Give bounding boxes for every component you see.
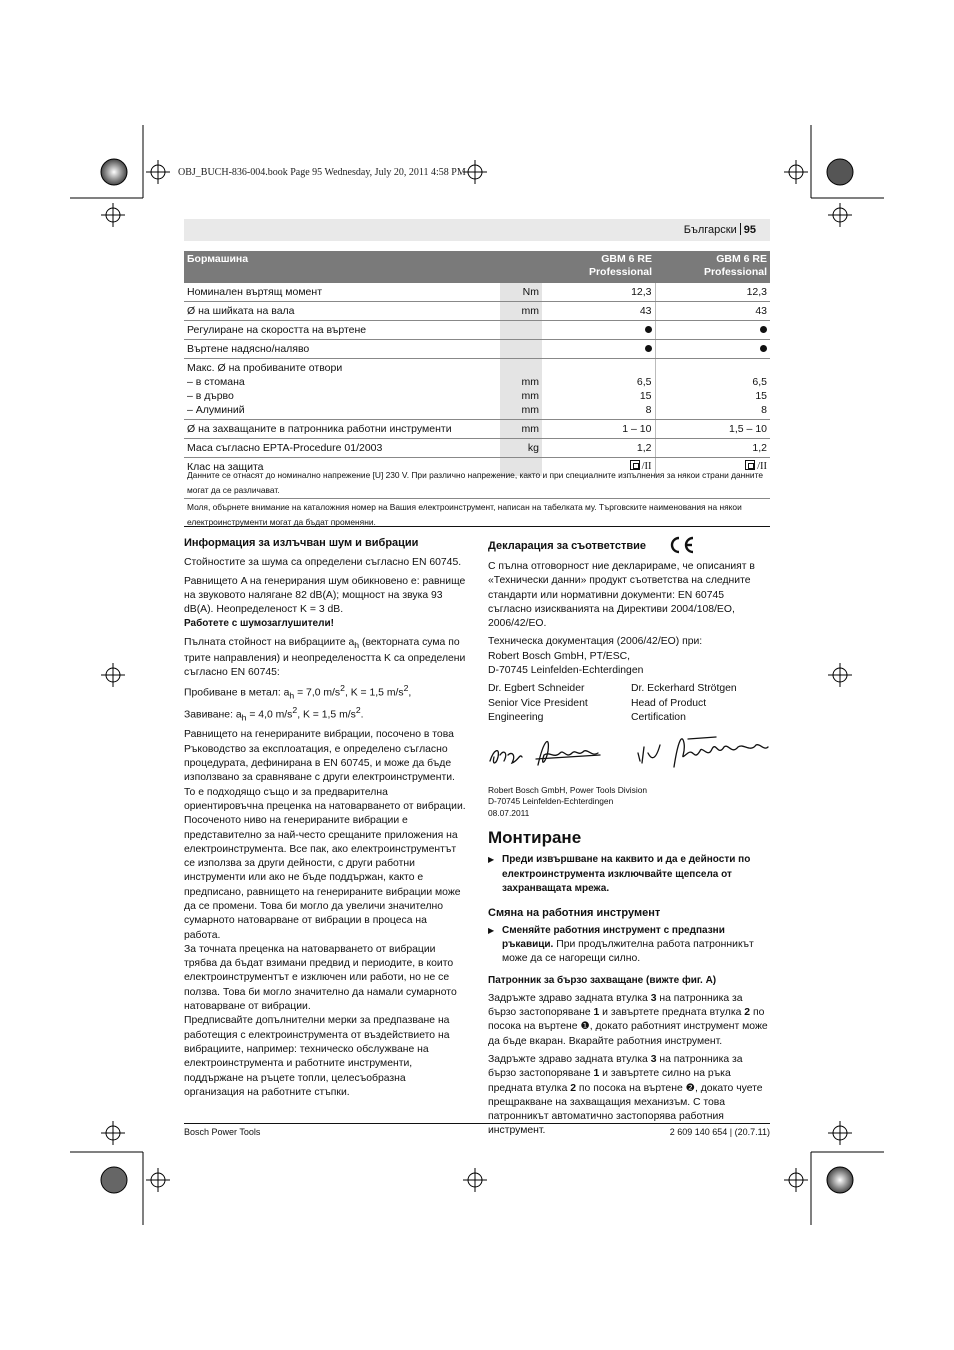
right-column: Декларация за съответствие С пълна отговорност ние декларираме, че описаният в «Технически данни» продукт съответства на следните стандарти или нормативни документи: EN 60745 съгласно изискванията на Директиви 2004/108/EO, 2006/42/EO. Техническа документация (2006/42/EO) при: Robert Bosch GmbH, PT/ESC, D-70745 Leinfelden-Echterdingen Dr. Egbert Schneider Senior Vice President Engineering Dr. Eckerhard Strötgen Head of Product Certification Robert Bosch GmbH, Power Tools Division D-70745 Leinfelden-Echterdingen 08.07.2011 Монтиране ▶ Преди извършване на каквито и да е дейности по електроинструмента изключвайте щепсела от захранващата мрежа. Смяна на работния инструмент ▶ Сменяйте работния инструмент с предпазни ръкавици. При продължителна работа патронникът може да се нагорещи силно. Патронник за бързо захващане (вижте фиг. A) Задръжте здраво задната втулка 3 на патронника за бързо застопоряване 1 и завъртете предната втулка 2 по посока на въртене ❶, докато работният инструмент може да бъде вкаран. Вкарайте работния инструмент. Задръжте здраво задната втулка 3 на патронника за бързо застопоряване 1 и завъртете силно на ръка предната втулка 2 по посока на въртене ❷, докато чуете прещракване на захващащия механизъм. С това патронникът автоматично застопорява работния инструмент. [488, 536, 770, 1143]
spec-model-1: GBM 6 RE Professional [542, 251, 655, 283]
print-info: OBJ_BUCH-836-004.book Page 95 Wednesday, July 20, 2011 4:58 PM [178, 167, 466, 178]
table-row: Регулиране на скоростта на въртене [184, 321, 770, 340]
feature-dot-icon [760, 326, 767, 333]
feature-dot-icon [645, 326, 652, 333]
chuck-step-2: Задръжте здраво задната втулка 3 на патронника за бързо застопоряване 1 и завъртете силно на ръка предната втулка 2 по посока на въртене ❷, докато чуете прещракване на захващащия механизъм. С това патронникът автоматично застопорява работния инструмент. [488, 1053, 763, 1137]
mounting-heading: Монтиране [488, 828, 582, 848]
noise-heading: Информация за излъчван шум и вибрации [184, 537, 419, 549]
mounting-warning: ▶ Преди извършване на каквито и да е дейности по електроинструмента изключвайте щепсела от захранващата мрежа. [488, 853, 770, 896]
table-row: Въртене надясно/наляво [184, 340, 770, 359]
table-row: Клас на защита /II /II [184, 458, 770, 477]
table-row: Ø на захващаните в патронника работни инструменти mm 1 – 10 1,5 – 10 [184, 420, 770, 439]
ce-mark-icon [667, 536, 695, 554]
feature-dot-icon [760, 345, 767, 352]
page-header-label [684, 223, 756, 236]
handwritten-signatures [488, 731, 770, 777]
spec-model-2: GBM 6 RE Professional [655, 251, 770, 283]
chuck-step-1: Задръжте здраво задната втулка 3 на патронника за бързо застопоряване 1 и завъртете предната втулка 2 по посока на въртене ❶, докато работният инструмент може да бъде вкаран. Вкарайте работния инструмент. [488, 992, 768, 1047]
footer-brand: Bosch Power Tools [184, 1127, 261, 1137]
header-language: Български [683, 224, 737, 236]
table-row: Маса съгласно EPTA-Procedure 01/2003 kg 1,2 1,2 [184, 439, 770, 458]
footer-divider [184, 1123, 770, 1124]
table-row: Макс. Ø на пробиваните отвори – в стомана – в дърво – Алуминий mm mm mm 6,5 15 8 6,5 15 8 [184, 359, 770, 420]
feature-dot-icon [645, 345, 652, 352]
chuck-heading: Патронник за бързо захващане (вижте фиг. A) [488, 975, 717, 987]
table-row: Номинален въртящ момент Nm 12,3 12,3 [184, 283, 770, 302]
footer-docnumber: 2 609 140 654 | (20.7.11) [669, 1127, 770, 1137]
table-note-2: Моля, обърнете внимание на каталожния номер на Вашия електроинструмент, написан на табелката му. Търговските наименования на някои електроинструменти могат да бъдат променяни. [187, 502, 742, 527]
header-page-number: 95 [743, 224, 756, 236]
page-header [184, 219, 770, 241]
divider [184, 526, 770, 527]
table-note-1: Данните се отнасят до номинално напрежение [U] 230 V. При различно напрежение, както и при специалните изпълнения за някои страни данните могат да се различават. [184, 468, 770, 499]
signatories: Dr. Egbert Schneider Senior Vice President Engineering Dr. Eckerhard Strötgen Head of Product Certification [488, 683, 737, 723]
table-notes [184, 468, 770, 529]
spec-table-header [184, 251, 770, 283]
left-column: Информация за излъчван шум и вибрации Стойностите за шума са определени съгласно EN 60745. Равнището A на генерирания шум обикновено е: равнище на звуковото налягане 82 dB(A); мощност на звука 93 dB(A). Неопределеност K = 3 dB. Работете с шумозаглушители! Пълната стойност на вибрациите $a_h$ (векторната сума по трите направления) и неопределеността K са определени съгласно EN 60745: Пробиване в метал: $a_h = 7,0$ $m/s^2$, K = 1,5 $m/s^2$, Завиване: $a_h = 4,0$ $m/s^2$, K = 1,5 $m/s^2$. Равнището на генерираните вибрации, посочено в това Ръководство за експлоатация, е определено съгласно процедурата, дефинирана в EN 60745, и може да бъде използвано за сравняване с други електроинструменти. То е подходящо също и за предварителна ориентировъчна преценка на натоварването от вибрации. Посоченото ниво на генерираните вибрации е представително за най-често срещаните приложения на електроинструмента. Все пак, ако електроинструментът се използва за други дейности, с други работни инструменти или ако не бъде поддържан, както е предписано, равнището на генерираните вибрации може да се промени. Това би могло да увеличи значително сумарното натоварване от вибрации в процеса на работа. За точната преценка на натоварването от вибрации трябва да бъдат взимани предвид и периодите, в които електроинструментът е изключен или работи, но не се ползва. Това би могло значително да намали сумарното натоварване от вибрации. Предписвайте допълнителни мерки за предпазване на работещия с електроинструмента от въздействието на вибрациите, например: техническо обслужване на електроинструмента и работните инструменти, поддържане на ръцете топли, целесъобразна организация на работните стъпки. [184, 537, 466, 1098]
company-block: Robert Bosch GmbH, Power Tools Division D-70745 Leinfelden-Echterdingen 08.07.2011 [488, 784, 648, 818]
spec-title: Бормашина [184, 251, 500, 283]
spec-table [184, 251, 770, 476]
declaration-heading: Декларация за съответствие [488, 536, 770, 554]
table-row: Ø на шийката на вала mm 43 43 [184, 302, 770, 321]
change-tool-heading: Смяна на работния инструмент [488, 907, 661, 920]
